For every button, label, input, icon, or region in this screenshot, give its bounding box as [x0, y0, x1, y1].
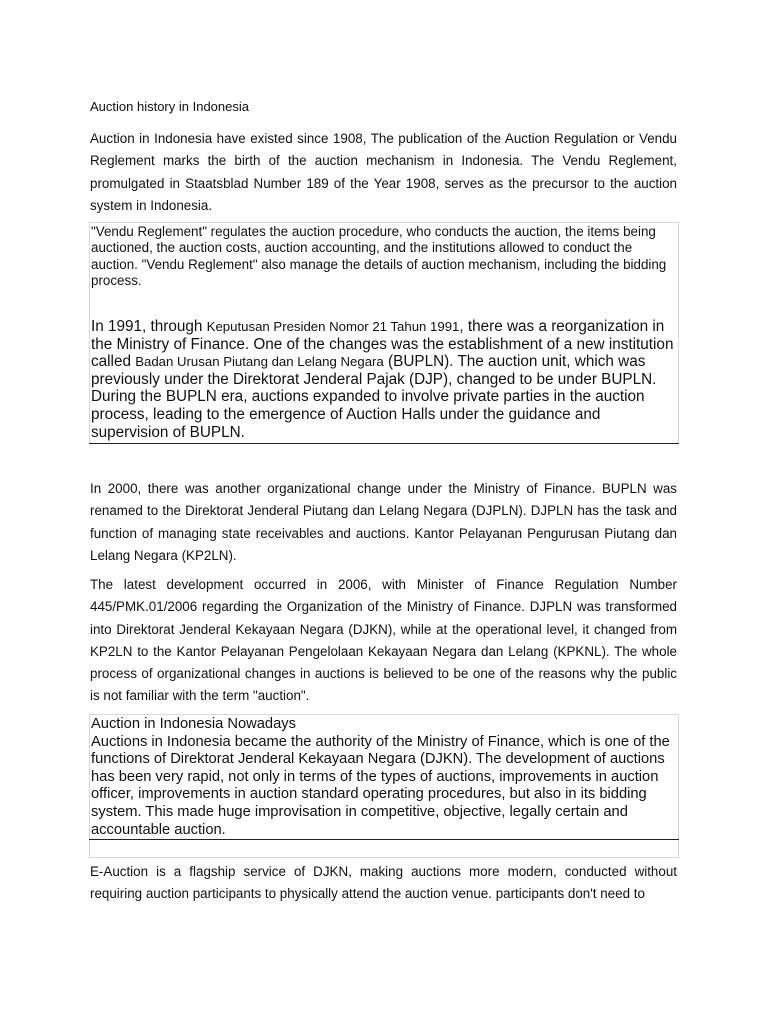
reorg-text-part-1: In 1991, through	[91, 318, 207, 335]
paragraph-vendu-reglement-scope: "Vendu Reglement" regulates the auction procedure, who conducts the auction, the items being auctioned, the auction costs, auction accounting, and the institutions allowed to conduct the auction. "Vendu Reglement" also manage the details of auction mechanism, including the bidding process.	[91, 224, 667, 288]
auction-nowadays-content	[91, 716, 677, 839]
box-mid-rule	[89, 839, 679, 840]
section-heading-auction-nowadays: Auction in Indonesia Nowadays	[91, 716, 296, 732]
reorg-text-part-5: (BUPLN). The auction unit, which was previously under the Direktorat Jenderal Pajak (DJP), changed to be under BUPLN. During the BUPLN era, auctions expanded to involve private parties in the auction process, leading to the emergence of Auction Halls under the guidance and supervision of BUPLN.	[91, 353, 657, 441]
document-title: Auction history in Indonesia	[90, 99, 249, 114]
paragraph-vendu-reglement-origin: Auction in Indonesia have existed since 1908, The publication of the Auction Regulation or Vendu Reglement marks the birth of the auction mechanism in Indonesia. The Vendu Reglement, promulgated in Staatsblad Number 189 of the Year 1908, serves as the precursor to the auction system in Indonesia.	[90, 131, 677, 213]
reorg-text-part-3: , there was a reorganization in the Ministry of Finance. One of the changes was the establishment of a new institution called	[91, 318, 674, 371]
text-box-auction-nowadays	[89, 714, 679, 858]
box-bottom-rule	[89, 443, 679, 444]
paragraph-auction-nowadays: Auctions in Indonesia became the authority of the Ministry of Finance, which is one of the functions of Direktorat Jenderal Kekayaan Negara (DJKN). The development of auctions has been very rapid, not only in terms of the types of auctions, improvements in auction officer, improvements in auction standard operating procedures, but also in its bidding system. This made huge improvisation in competitive, objective, legally certain and accountable auction.	[91, 733, 670, 838]
reorg-text-part-2: Keputusan Presiden Nomor 21 Tahun 1991	[206, 319, 460, 334]
text-box-bupln-history	[89, 222, 679, 444]
box-bottom-rule	[89, 857, 679, 858]
paragraph-1991-reorganization	[91, 318, 677, 441]
paragraph-e-auction: E-Auction is a flagship service of DJKN, making auctions more modern, conducted without requiring auction participants to physically attend the auction venue. participants don't need to	[90, 864, 677, 902]
paragraph-2006-development: The latest development occurred in 2006, with Minister of Finance Regulation Number 445/PMK.01/2006 regarding the Organization of the Ministry of Finance. DJPLN was transformed into Direktorat Jenderal Kekayaan Negara (DJKN), while at the operational level, it changed from KP2LN to the Kantor Pelayanan Pengelolaan Kekayaan Negara dan Lelang (KPKNL). The whole process of organizational changes in auctions is believed to be one of the reasons why the public is not familiar with the term "auction".	[90, 577, 677, 704]
reorg-text-part-4: Badan Urusan Piutang dan Lelang Negara	[135, 354, 384, 370]
paragraph-2000-change: In 2000, there was another organizational change under the Ministry of Finance. BUPLN was renamed to the Direktorat Jenderal Piutang dan Lelang Negara (DJPLN). DJPLN has the task and function of managing state receivables and auctions. Kantor Pelayanan Pengurusan Piutang dan Lelang Negara (KP2LN).	[90, 481, 677, 563]
